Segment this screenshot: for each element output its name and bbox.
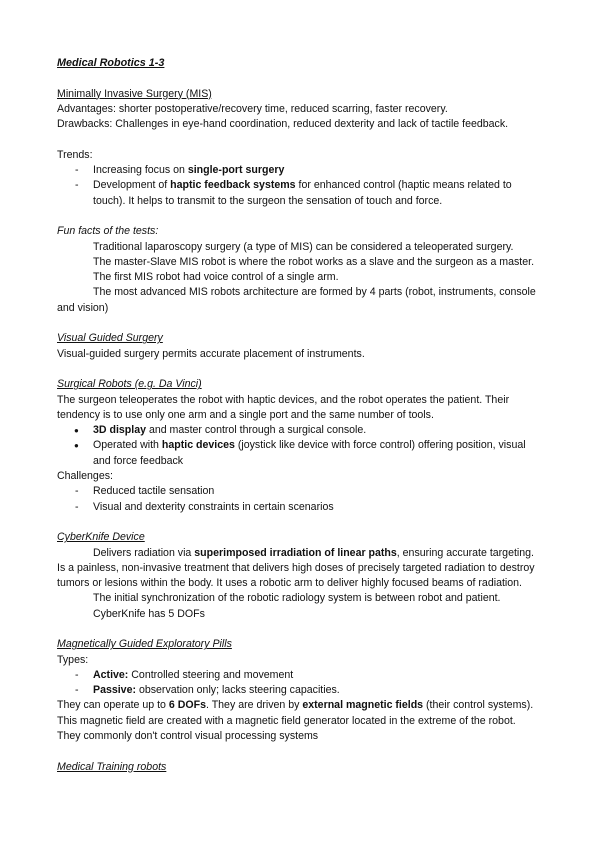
list-item: - Passive: observation only; lacks steering capacities. xyxy=(57,683,545,698)
funfact-1: Traditional laparoscopy surgery (a type of MIS) can be considered a teleoperated surgery. xyxy=(93,240,514,253)
document-title: Medical Robotics 1-3 xyxy=(57,57,165,69)
surgical-text: The surgeon teleoperates the robot with haptic devices, and the robot operates the patient. Their tendency is to use only one arm and a single port and the same number of tools. xyxy=(57,393,510,421)
section-heading-funfacts: Fun facts of the tests: xyxy=(57,225,159,238)
list-item: - Active: Controlled steering and movement xyxy=(57,668,545,683)
types-list xyxy=(57,668,545,699)
funfact-3: The first MIS robot had voice control of a single arm. xyxy=(93,271,339,284)
challenges-list xyxy=(57,484,545,515)
cyberknife-p1: Delivers radiation via superimposed irradiation of linear paths, ensuring accurate targeting. Is a painless, non-invasive treatment that delivers high doses of precisely targeted radiation to destroy tumors or lesions within the body. It uses a robotic arm to deliver highly focused beams of radiation. xyxy=(57,546,535,590)
list-item: ● 3D display and master control through a surgical console. xyxy=(57,423,545,438)
section-heading-visual: Visual Guided Surgery xyxy=(57,332,163,345)
surgical-features-list xyxy=(57,423,545,469)
mis-advantages: Advantages: shorter postoperative/recovery time, reduced scarring, faster recovery. xyxy=(57,102,448,115)
list-item: - Reduced tactile sensation xyxy=(57,484,545,499)
cyberknife-p3: CyberKnife has 5 DOFs xyxy=(93,607,205,620)
section-heading-mis: Minimally Invasive Surgery (MIS) xyxy=(57,87,212,100)
types-label: Types: xyxy=(57,653,89,666)
section-heading-cyberknife: CyberKnife Device xyxy=(57,531,145,544)
document-page xyxy=(57,56,545,775)
cyberknife-p2: The initial synchronization of the robotic radiology system is between robot and patient. xyxy=(93,592,501,605)
funfact-2: The master-Slave MIS robot is where the robot works as a slave and the surgeon as a master. xyxy=(93,255,535,268)
trends-label: Trends: xyxy=(57,148,93,161)
section-heading-pills: Magnetically Guided Exploratory Pills xyxy=(57,638,232,651)
pills-p1: They can operate up to 6 DOFs. They are driven by external magnetic fields (their control systems). This magnetic field are created with a magnetic field generator located in the extreme of the robot. xyxy=(57,699,534,727)
trends-list xyxy=(57,163,545,209)
pills-p2: They commonly don't control visual processing systems xyxy=(57,730,319,743)
funfact-4: The most advanced MIS robots architecture are formed by 4 parts (robot, instruments, console and vision) xyxy=(57,286,536,314)
list-item: ● Operated with haptic devices (joystick like device with force control) offering position, visual and force feedback xyxy=(57,438,545,469)
list-item: - Development of haptic feedback systems for enhanced control (haptic means related to touch). It helps to transmit to the surgeon the sensation of touch and force. xyxy=(57,178,545,209)
list-item: - Visual and dexterity constraints in certain scenarios xyxy=(57,500,545,515)
section-heading-surgical: Surgical Robots (e.g. Da Vinci) xyxy=(57,378,202,391)
visual-text: Visual-guided surgery permits accurate placement of instruments. xyxy=(57,347,365,360)
mis-drawbacks: Drawbacks: Challenges in eye-hand coordination, reduced dexterity and lack of tactile feedback. xyxy=(57,118,509,131)
list-item: - Increasing focus on single-port surgery xyxy=(57,163,545,178)
challenges-label: Challenges: xyxy=(57,470,113,483)
section-heading-training: Medical Training robots xyxy=(57,760,167,773)
